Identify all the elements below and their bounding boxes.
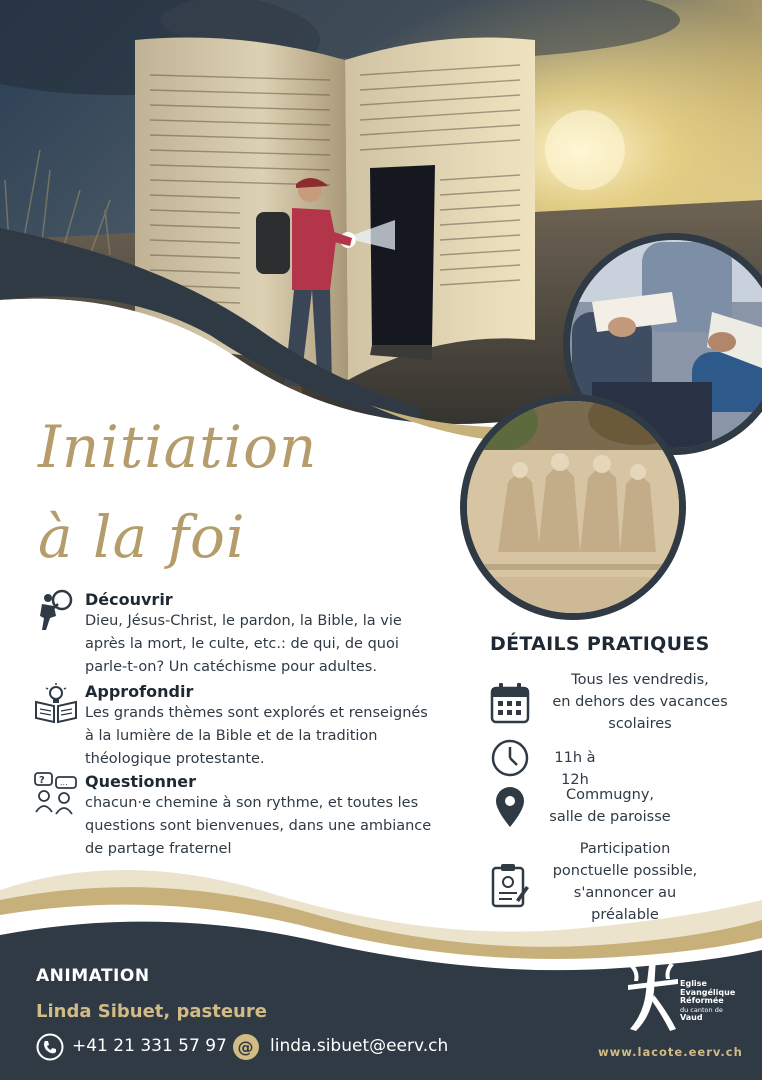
title-line-1: Initiation bbox=[38, 413, 318, 481]
logo-line: Evangélique bbox=[680, 987, 736, 997]
animator-name: Linda Sibuet, pasteure bbox=[36, 1001, 267, 1022]
details-title: DÉTAILS PRATIQUES bbox=[490, 633, 710, 655]
at-sign-icon bbox=[232, 1033, 260, 1061]
open-book-lightbulb-icon bbox=[34, 682, 78, 726]
text-line: Participation bbox=[579, 841, 671, 857]
feature-text-questionner bbox=[85, 792, 475, 861]
text-line: à la lumière de la Bible et de la tradition bbox=[85, 728, 378, 744]
logo-line: Réformée bbox=[680, 996, 724, 1005]
animation-label: ANIMATION bbox=[36, 966, 150, 986]
text-line: ponctuelle possible, bbox=[552, 863, 698, 879]
text-line: scolaires bbox=[608, 716, 672, 732]
people-question-icon bbox=[34, 772, 78, 816]
text-line: après la mort, le culte, etc.: de qui, de quoi bbox=[85, 636, 399, 652]
explorer-magnifier-icon bbox=[34, 588, 78, 632]
calendar-icon bbox=[490, 682, 530, 724]
text-line: de partage fraternel bbox=[85, 841, 232, 857]
text-line: Dieu, Jésus-Christ, le pardon, la Bible, la vie bbox=[85, 613, 402, 629]
feature-title-approfondir: Approfondir bbox=[85, 682, 194, 701]
text-line: Les grands thèmes sont explorés et renseignés bbox=[85, 705, 428, 721]
detail-schedule bbox=[540, 669, 740, 735]
feature-text-decouvrir bbox=[85, 610, 475, 679]
text-line: préalable bbox=[591, 907, 659, 923]
svg-text:...: ... bbox=[60, 778, 68, 787]
logo-line: Eglise bbox=[680, 979, 707, 988]
location-pin-icon bbox=[490, 786, 530, 828]
text-line: 11h à 12h bbox=[554, 750, 596, 788]
clock-icon bbox=[490, 737, 530, 779]
text-line: chacun·e chemine à son rythme, et toutes les bbox=[85, 795, 419, 811]
text-line: salle de paroisse bbox=[549, 809, 671, 825]
phone-icon bbox=[36, 1033, 64, 1061]
phone-number[interactable]: +41 21 331 57 97 bbox=[72, 1036, 227, 1056]
text-line: Tous les vendredis, bbox=[571, 672, 709, 688]
website-link[interactable]: www.lacote.eerv.ch bbox=[598, 1045, 743, 1059]
svg-text:@: @ bbox=[237, 1037, 254, 1057]
eerv-logo-text bbox=[680, 980, 735, 1023]
svg-text:?: ? bbox=[39, 775, 45, 786]
text-line: en dehors des vacances bbox=[552, 694, 728, 710]
detail-location bbox=[540, 784, 680, 828]
feature-title-decouvrir: Découvrir bbox=[85, 590, 173, 609]
text-line: parle-t-on? Un catéchisme pour adultes. bbox=[85, 659, 377, 675]
feature-title-questionner: Questionner bbox=[85, 772, 197, 791]
email-address[interactable]: linda.sibuet@eerv.ch bbox=[270, 1036, 449, 1056]
feature-text-approfondir bbox=[85, 702, 475, 771]
logo-line: du canton de bbox=[680, 1005, 723, 1014]
eerv-logo-mark bbox=[624, 955, 680, 1033]
title-line-2: à la foi bbox=[38, 503, 246, 571]
reformation-wall-photo bbox=[458, 392, 688, 622]
text-line: questions sont bienvenues, dans une ambiance bbox=[85, 818, 432, 834]
text-line: s'annoncer au bbox=[573, 885, 677, 901]
logo-line: Vaud bbox=[680, 1013, 703, 1022]
text-line: Commugny, bbox=[565, 787, 655, 803]
text-line: théologique protestante. bbox=[85, 751, 265, 767]
